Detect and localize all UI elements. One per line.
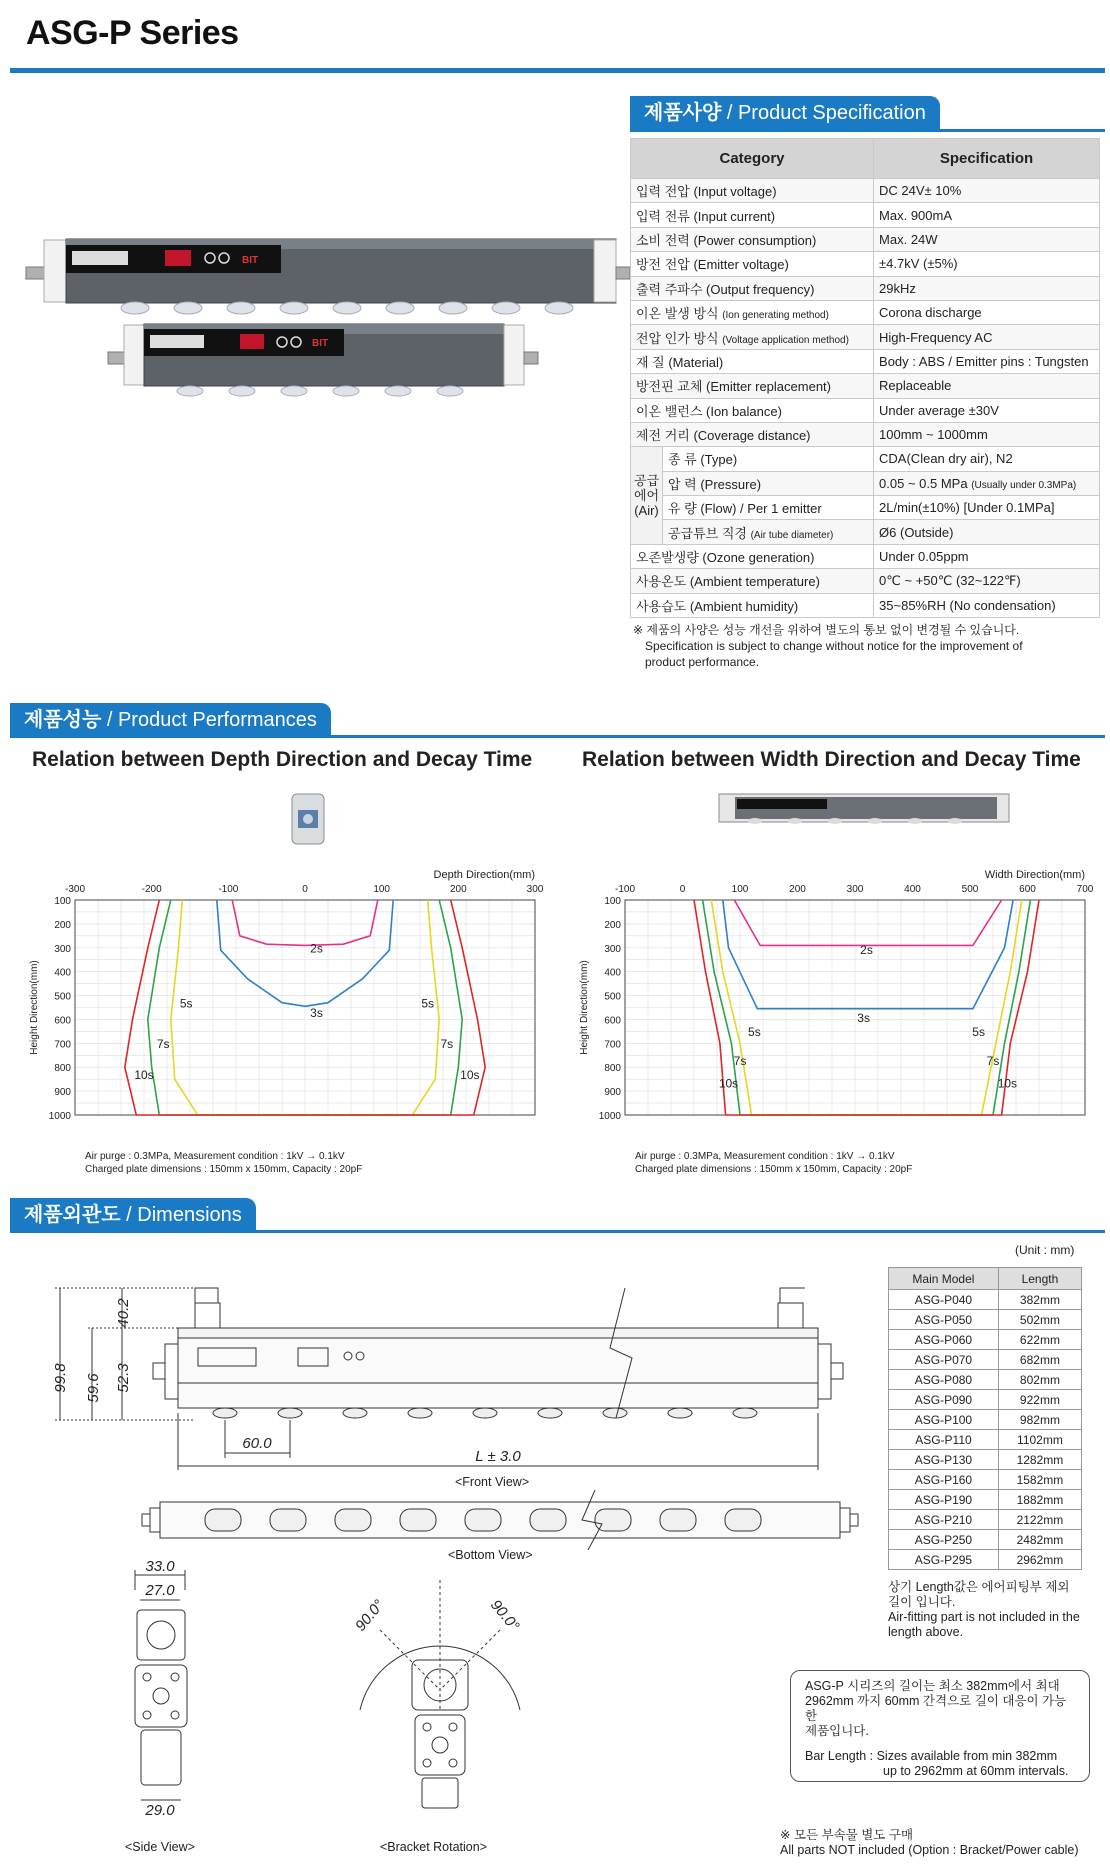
spec-cat: 입력 전압 (Input voltage) xyxy=(631,179,874,203)
table-row xyxy=(631,349,1100,373)
x-tick-label: 100 xyxy=(373,884,391,895)
spec-cat: 전압 인가 방식 (Voltage application method) xyxy=(631,325,874,349)
curve-label: 10s xyxy=(718,1076,739,1091)
model-name: ASG-P080 xyxy=(889,1370,999,1390)
dimensions-tab: 제품외관도 / Dimensions xyxy=(10,1198,256,1232)
curve-label: 10s xyxy=(460,1068,480,1083)
x-tick-label: -100 xyxy=(218,884,239,895)
curve-label: 5s xyxy=(179,996,193,1011)
model-length: 622mm xyxy=(998,1330,1081,1350)
y-tick-label: 400 xyxy=(604,967,621,979)
angle-right: 90.0° xyxy=(486,1596,523,1635)
curve-label: 3s xyxy=(310,1006,323,1021)
y-tick-label: 800 xyxy=(604,1063,621,1075)
series-line-2s xyxy=(734,900,1001,945)
spec-table xyxy=(630,138,1100,618)
spec-cat: 종 류 (Type) xyxy=(663,447,874,471)
dim-29-0: 29.0 xyxy=(145,1802,175,1815)
spec-val: Max. 900mA xyxy=(874,203,1100,227)
table-row xyxy=(889,1310,1082,1330)
bracket-rotation-drawing xyxy=(340,1560,540,1825)
y-tick-label: 800 xyxy=(54,1063,71,1075)
dim-52-3: 52.3 xyxy=(115,1363,132,1393)
spec-val: CDA(Clean dry air), N2 xyxy=(874,447,1100,471)
side-view-drawing xyxy=(115,1555,225,1815)
table-row xyxy=(631,496,1100,520)
bottom-view-label: <Bottom View> xyxy=(448,1548,533,1562)
curve-label: 7s xyxy=(986,1053,1000,1068)
spec-cat: 유 량 (Flow) / Per 1 emitter xyxy=(663,496,874,520)
model-length: 2482mm xyxy=(998,1530,1081,1550)
spec-val: ±4.7kV (±5%) xyxy=(874,252,1100,276)
dim-33-0: 33.0 xyxy=(145,1558,175,1575)
product-brand-small: BIT xyxy=(312,338,329,349)
model-length: 1882mm xyxy=(998,1490,1081,1510)
dim-60-0: 60.0 xyxy=(242,1435,272,1452)
title-rule xyxy=(10,68,1105,73)
spec-val: 35~85%RH (No condensation) xyxy=(874,593,1100,617)
spec-val: Replaceable xyxy=(874,374,1100,398)
spec-note-en1: Specification is subject to change without notice for the improvement of xyxy=(645,639,1023,653)
product-image xyxy=(20,225,630,425)
table-row xyxy=(631,593,1100,617)
x-tick-label: -300 xyxy=(64,884,86,895)
y-tick-label: 600 xyxy=(604,1015,621,1027)
dim-27-0: 27.0 xyxy=(145,1582,175,1599)
model-length: 1282mm xyxy=(998,1450,1081,1470)
spec-val: High-Frequency AC xyxy=(874,325,1100,349)
table-row xyxy=(889,1330,1082,1350)
curve-label: 7s xyxy=(733,1053,747,1068)
spec-head-spec: Specification xyxy=(874,139,1100,179)
table-row xyxy=(631,276,1100,300)
front-view-label: <Front View> xyxy=(455,1475,530,1489)
table-row xyxy=(889,1530,1082,1550)
table-row xyxy=(631,227,1100,251)
spec-cat: 사용온도 (Ambient temperature) xyxy=(631,569,874,593)
spec-cat: 방전 전압 (Emitter voltage) xyxy=(631,252,874,276)
table-row xyxy=(631,252,1100,276)
table-row xyxy=(631,374,1100,398)
product-brand: BIT xyxy=(242,255,259,266)
y-tick-label: 1000 xyxy=(598,1111,621,1122)
spec-cat: 재 질 (Material) xyxy=(631,349,874,373)
spec-val: DC 24V± 10% xyxy=(874,179,1100,203)
model-length: 922mm xyxy=(998,1390,1081,1410)
table-row xyxy=(889,1510,1082,1530)
x-tick-label: 100 xyxy=(731,884,749,895)
table-row xyxy=(631,300,1100,324)
y-tick-label: 900 xyxy=(604,1087,621,1099)
spec-val: 0.05 ~ 0.5 MPa (Usually under 0.3MPa) xyxy=(874,471,1100,495)
spec-cat: 이온 밸런스 (Ion balance) xyxy=(631,398,874,422)
y-tick-label: 200 xyxy=(604,919,621,931)
model-name: ASG-P040 xyxy=(889,1290,999,1310)
model-length: 2962mm xyxy=(998,1550,1081,1570)
side-view-label: <Side View> xyxy=(125,1840,195,1854)
product-bar-small xyxy=(108,324,538,396)
spec-cat: 방전핀 교체 (Emitter replacement) xyxy=(631,374,874,398)
dimensions-tab-rule xyxy=(10,1230,1105,1233)
spec-cat: 공급튜브 직경 (Air tube diameter) xyxy=(663,520,874,544)
table-row xyxy=(631,520,1100,544)
x-tick-label: 400 xyxy=(904,884,921,895)
bracket-view-label: <Bracket Rotation> xyxy=(380,1840,488,1854)
chart-title-depth: Relation between Depth Direction and Decay Time xyxy=(32,748,533,771)
spec-val: Under 0.05ppm xyxy=(874,544,1100,568)
chart-depth xyxy=(25,840,555,1145)
model-length: 502mm xyxy=(998,1310,1081,1330)
spec-tab: 제품사양 / Product Specification xyxy=(630,96,940,130)
x-tick-label: -100 xyxy=(614,884,636,895)
x-tick-label: 500 xyxy=(961,884,979,895)
spec-header-row xyxy=(631,139,1100,179)
table-row xyxy=(631,544,1100,568)
curve-label: 3s xyxy=(857,1010,870,1025)
model-length: 1102mm xyxy=(998,1430,1081,1450)
model-name: ASG-P190 xyxy=(889,1490,999,1510)
x-axis-label: Depth Direction(mm) xyxy=(433,869,535,881)
spec-cat: 입력 전류 (Input current) xyxy=(631,203,874,227)
angle-left: 90.0° xyxy=(352,1596,388,1635)
performance-tab: 제품성능 / Product Performances xyxy=(10,703,331,737)
table-row xyxy=(889,1450,1082,1470)
product-bar-large xyxy=(26,239,630,314)
y-tick-label: 900 xyxy=(54,1087,71,1099)
model-name: ASG-P295 xyxy=(889,1550,999,1570)
chart-note-width: Air purge : 0.3MPa, Measurement condition : 1kV → 0.1kV Charged plate dimensions : 150mm x 150mm, Capacity : 20pF xyxy=(635,1151,913,1175)
spec-val: 100mm ~ 1000mm xyxy=(874,422,1100,446)
bottom-view-drawing xyxy=(140,1490,860,1550)
table-row xyxy=(889,1490,1082,1510)
spec-val: 29kHz xyxy=(874,276,1100,300)
table-row xyxy=(631,179,1100,203)
y-tick-label: 600 xyxy=(54,1015,71,1027)
length-head: Length xyxy=(998,1268,1081,1290)
spec-cat: 이온 발생 방식 (Ion generating method) xyxy=(631,300,874,324)
spec-cat: 출력 주파수 (Output frequency) xyxy=(631,276,874,300)
table-row xyxy=(631,422,1100,446)
spec-val: Corona discharge xyxy=(874,300,1100,324)
model-name: ASG-P100 xyxy=(889,1410,999,1430)
spec-tab-rule xyxy=(630,129,1105,132)
x-tick-label: 300 xyxy=(526,884,544,895)
dim-59-6: 59.6 xyxy=(85,1373,102,1403)
y-tick-label: 700 xyxy=(604,1039,621,1051)
chart-title-width: Relation between Width Direction and Decay Time xyxy=(582,748,1081,771)
model-length: 2122mm xyxy=(998,1510,1081,1530)
y-tick-label: 1000 xyxy=(48,1111,71,1122)
x-axis-label: Width Direction(mm) xyxy=(984,869,1085,881)
front-view-drawing xyxy=(20,1248,870,1473)
curve-label: 2s xyxy=(860,942,873,957)
model-name: ASG-P250 xyxy=(889,1530,999,1550)
curve-label: 5s xyxy=(421,996,435,1011)
x-tick-label: 0 xyxy=(679,884,686,895)
table-row xyxy=(889,1550,1082,1570)
table-row xyxy=(631,569,1100,593)
parts-note: ※ 모든 부속물 별도 구매 All parts NOT included (Option : Bracket/Power cable) xyxy=(780,1828,1079,1857)
table-row xyxy=(889,1410,1082,1430)
table-row xyxy=(889,1370,1082,1390)
y-tick-label: 400 xyxy=(54,967,71,979)
spec-note-en2: product performance. xyxy=(645,655,760,669)
y-tick-label: 300 xyxy=(604,943,621,955)
performance-tab-rule xyxy=(10,735,1105,738)
model-length: 382mm xyxy=(998,1290,1081,1310)
spec-val: Body : ABS / Emitter pins : Tungsten xyxy=(874,349,1100,373)
chart-note-depth: Air purge : 0.3MPa, Measurement condition : 1kV → 0.1kV Charged plate dimensions : 150mm x 150mm, Capacity : 20pF xyxy=(85,1151,363,1175)
model-length: 1582mm xyxy=(998,1470,1081,1490)
curve-label: 7s xyxy=(440,1037,454,1052)
table-row xyxy=(889,1430,1082,1450)
table-row xyxy=(631,325,1100,349)
spec-val: Ø6 (Outside) xyxy=(874,520,1100,544)
table-row xyxy=(889,1350,1082,1370)
table-row xyxy=(631,471,1100,495)
table-row xyxy=(631,447,1100,471)
spec-val: Under average ±30V xyxy=(874,398,1100,422)
model-header-row xyxy=(889,1268,1082,1290)
table-row xyxy=(631,398,1100,422)
model-length: 682mm xyxy=(998,1350,1081,1370)
model-name: ASG-P060 xyxy=(889,1330,999,1350)
spec-cat: 오존발생량 (Ozone generation) xyxy=(631,544,874,568)
model-head: Main Model xyxy=(889,1268,999,1290)
curve-label: 7s xyxy=(156,1037,170,1052)
unit-label: (Unit : mm) xyxy=(1015,1243,1075,1257)
curve-label: 5s xyxy=(972,1025,985,1040)
model-table xyxy=(888,1267,1082,1570)
model-name: ASG-P130 xyxy=(889,1450,999,1470)
y-axis-label: Height Direction(mm) xyxy=(29,960,40,1055)
table-row xyxy=(889,1470,1082,1490)
spec-cat: 사용습도 (Ambient humidity) xyxy=(631,593,874,617)
dim-40-2: 40.2 xyxy=(115,1298,132,1328)
spec-val: 0℃ ~ +50℃ (32~122℉) xyxy=(874,569,1100,593)
curve-label: 10s xyxy=(997,1076,1018,1091)
y-axis-label: Height Direction(mm) xyxy=(579,960,590,1055)
model-name: ASG-P070 xyxy=(889,1350,999,1370)
x-tick-label: 200 xyxy=(449,884,467,895)
spec-cat: 소비 전력 (Power consumption) xyxy=(631,227,874,251)
length-note: 상기 Length값은 에어피팅부 제외 길이 입니다. Air-fitting part is not included in the length above. xyxy=(888,1580,1080,1639)
model-length: 802mm xyxy=(998,1370,1081,1390)
y-tick-label: 500 xyxy=(54,991,71,1003)
dim-99-8: 99.8 xyxy=(52,1363,69,1393)
spec-val: Max. 24W xyxy=(874,227,1100,251)
table-row xyxy=(889,1390,1082,1410)
model-name: ASG-P090 xyxy=(889,1390,999,1410)
y-tick-label: 500 xyxy=(604,991,621,1003)
spec-head-category: Category xyxy=(631,139,874,179)
chart-width xyxy=(575,840,1105,1145)
spec-air-group: 공급 에어 (Air) xyxy=(631,447,663,545)
model-name: ASG-P160 xyxy=(889,1470,999,1490)
y-tick-label: 300 xyxy=(54,943,71,955)
y-tick-label: 200 xyxy=(54,919,71,931)
table-row xyxy=(631,203,1100,227)
curve-label: 10s xyxy=(134,1068,154,1083)
y-tick-label: 100 xyxy=(54,896,71,907)
model-length: 982mm xyxy=(998,1410,1081,1430)
x-tick-label: 300 xyxy=(846,884,864,895)
y-tick-label: 100 xyxy=(604,896,621,907)
model-name: ASG-P050 xyxy=(889,1310,999,1330)
x-tick-label: 700 xyxy=(1076,884,1094,895)
x-tick-label: 600 xyxy=(1019,884,1036,895)
table-row xyxy=(889,1290,1082,1310)
page-title: ASG-P Series xyxy=(26,14,239,52)
model-name: ASG-P210 xyxy=(889,1510,999,1530)
spec-cat: 제전 거리 (Coverage distance) xyxy=(631,422,874,446)
curve-label: 2s xyxy=(310,941,323,956)
y-tick-label: 700 xyxy=(54,1039,71,1051)
model-name: ASG-P110 xyxy=(889,1430,999,1450)
x-tick-label: -200 xyxy=(141,884,162,895)
spec-cat: 압 력 (Pressure) xyxy=(663,471,874,495)
dim-L: L ± 3.0 xyxy=(475,1448,521,1465)
spec-note xyxy=(633,622,1023,670)
width-device-icon xyxy=(715,788,1015,828)
spec-note-ko: ※ 제품의 사양은 성능 개선을 위하여 별도의 통보 없이 변경될 수 있습니다. xyxy=(633,623,1020,637)
size-range-note: ASG-P 시리즈의 길이는 최소 382mm에서 최대 2962mm 까지 60mm 간격으로 길이 대응이 가능한 제품입니다. Bar Length : Sizes available from min 382mm up to 2962mm at 60mm intervals. xyxy=(790,1670,1090,1782)
x-tick-label: 0 xyxy=(302,884,308,895)
x-tick-label: 200 xyxy=(789,884,806,895)
spec-val: 2L/min(±10%) [Under 0.1MPa] xyxy=(874,496,1100,520)
curve-label: 5s xyxy=(748,1025,761,1040)
